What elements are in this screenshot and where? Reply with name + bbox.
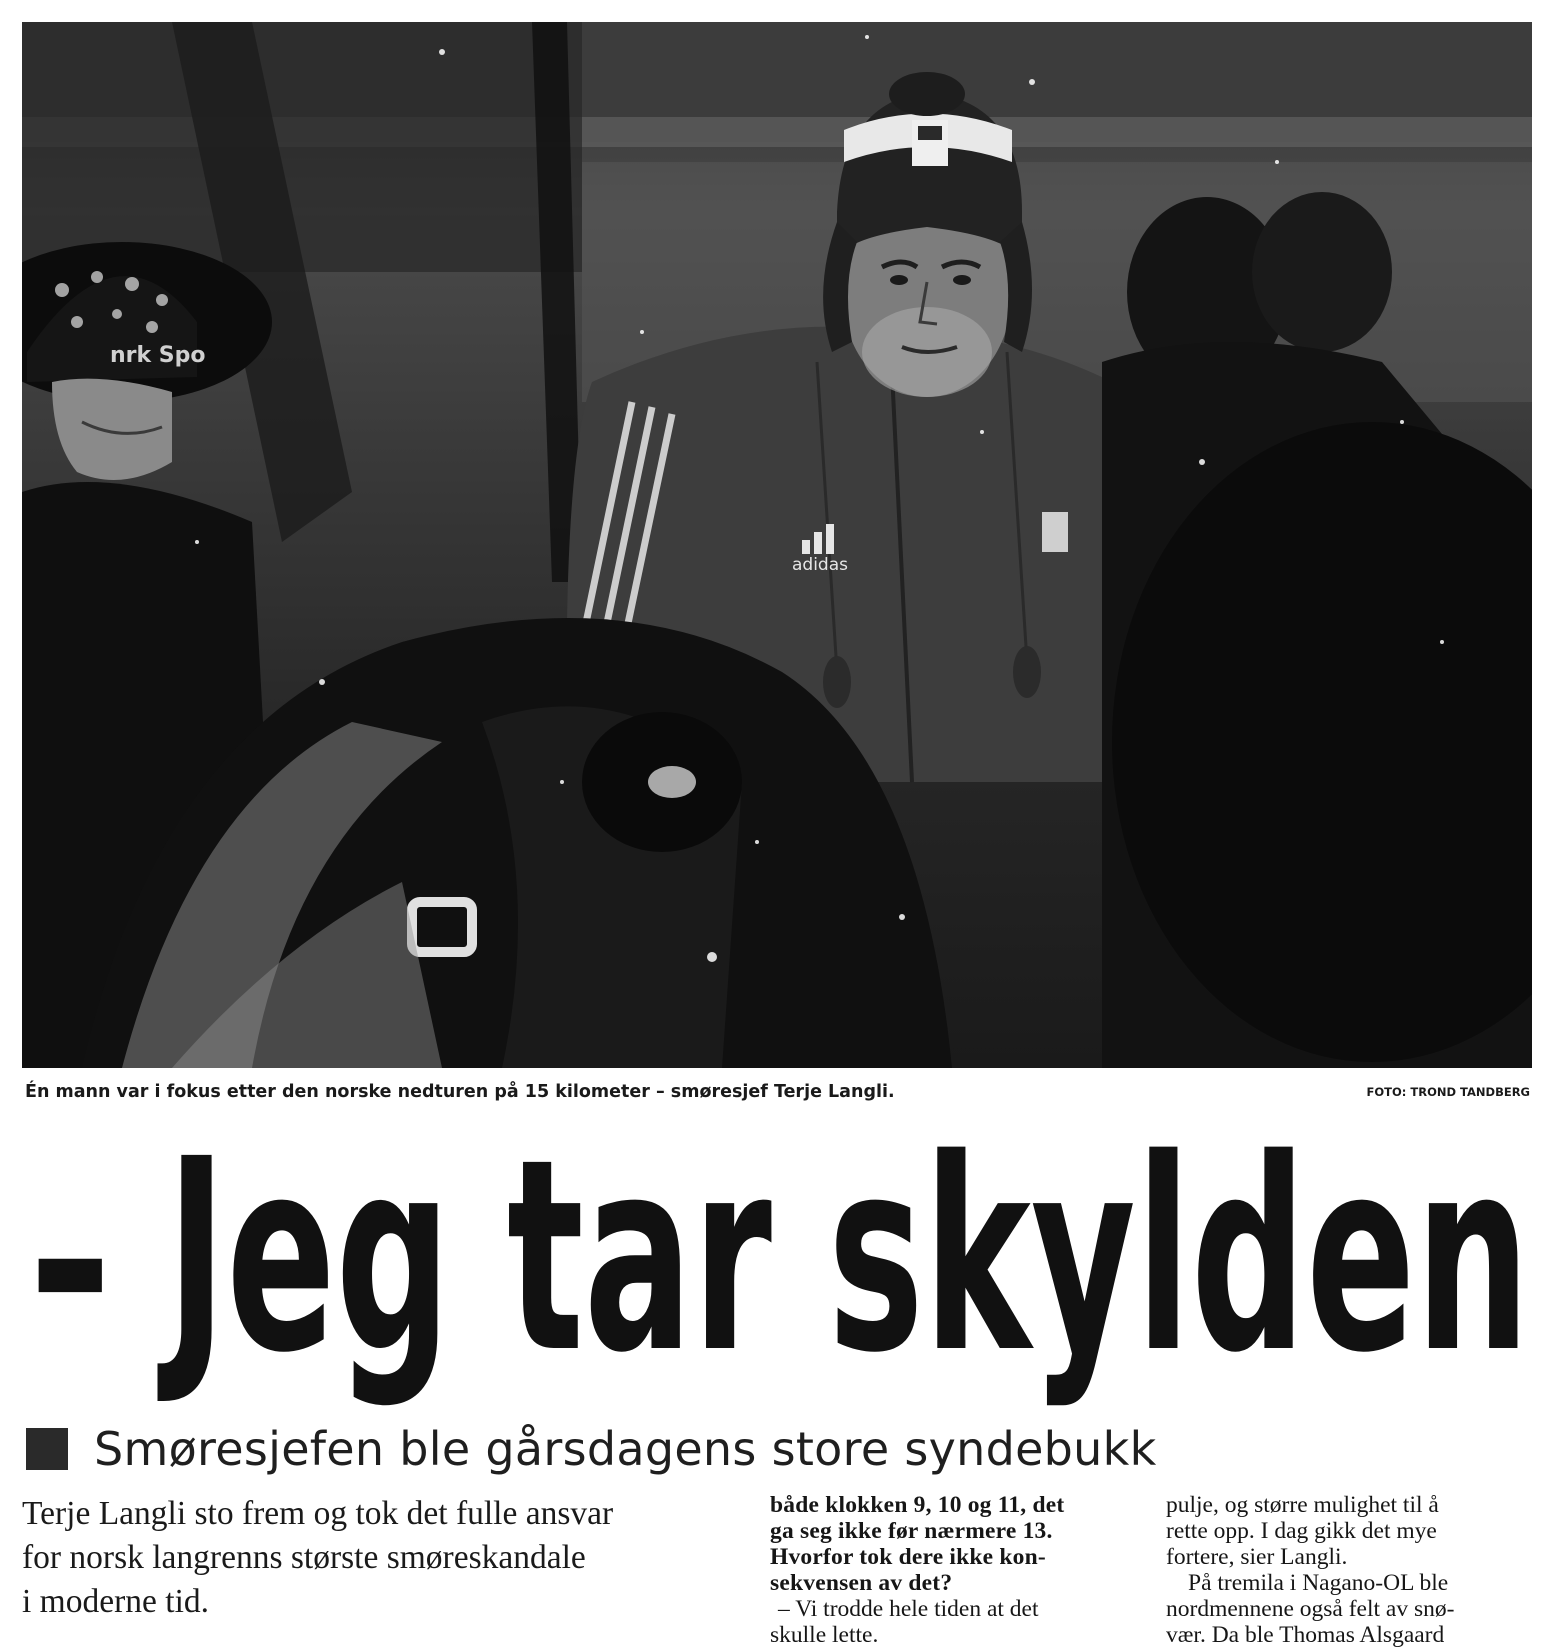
photo-illustration xyxy=(22,22,1532,1068)
jacket-brand-text: adidas xyxy=(792,555,848,575)
interview-question-line: ga seg ikke før nærmere 13. xyxy=(770,1518,1053,1544)
body-column-right xyxy=(1166,1492,1536,1648)
body-line: nordmennene også felt av snø- xyxy=(1166,1596,1455,1622)
body-line: rette opp. I dag gikk det mye xyxy=(1166,1518,1437,1544)
lead-line: i moderne tid. xyxy=(22,1583,209,1620)
photo-caption: Én mann var i fokus etter den norske nedturen på 15 kilometer – smøresjef Terje Langli. xyxy=(25,1082,895,1102)
photo-credit: FOTO: TROND TANDBERG xyxy=(1366,1085,1530,1099)
body-line: På tremila i Nagano-OL ble xyxy=(1188,1570,1449,1596)
body-column-middle xyxy=(770,1492,1150,1648)
lead-line: Terje Langli sto frem og tok det fulle ansvar xyxy=(22,1495,614,1532)
body-line: pulje, og større mulighet til å xyxy=(1166,1492,1439,1518)
subhead-bullet-square xyxy=(26,1428,68,1470)
interview-question-line: sekvensen av det? xyxy=(770,1570,953,1596)
interview-answer-line: skulle lette. xyxy=(770,1622,879,1648)
interview-answer-line: – Vi trodde hele tiden at det xyxy=(778,1596,1039,1622)
body-line: vær. Da ble Thomas Alsgaard xyxy=(1166,1622,1445,1648)
hat-logo-text: nrk Spo xyxy=(110,343,206,368)
interview-question-line: både klokken 9, 10 og 11, det xyxy=(770,1492,1065,1518)
lead-paragraph xyxy=(22,1492,722,1624)
article-photo xyxy=(22,22,1532,1068)
headline-text: – Jeg tar skylden xyxy=(30,1108,1530,1408)
subheadline xyxy=(26,1414,1157,1484)
body-line: fortere, sier Langli. xyxy=(1166,1544,1348,1570)
interview-question-line: Hvorfor tok dere ikke kon- xyxy=(770,1544,1046,1570)
lead-line: for norsk langrenns største smøreskandale xyxy=(22,1539,586,1576)
headline xyxy=(20,1108,1540,1408)
subhead-text: Smøresjefen ble gårsdagens store syndebukk xyxy=(94,1422,1157,1476)
